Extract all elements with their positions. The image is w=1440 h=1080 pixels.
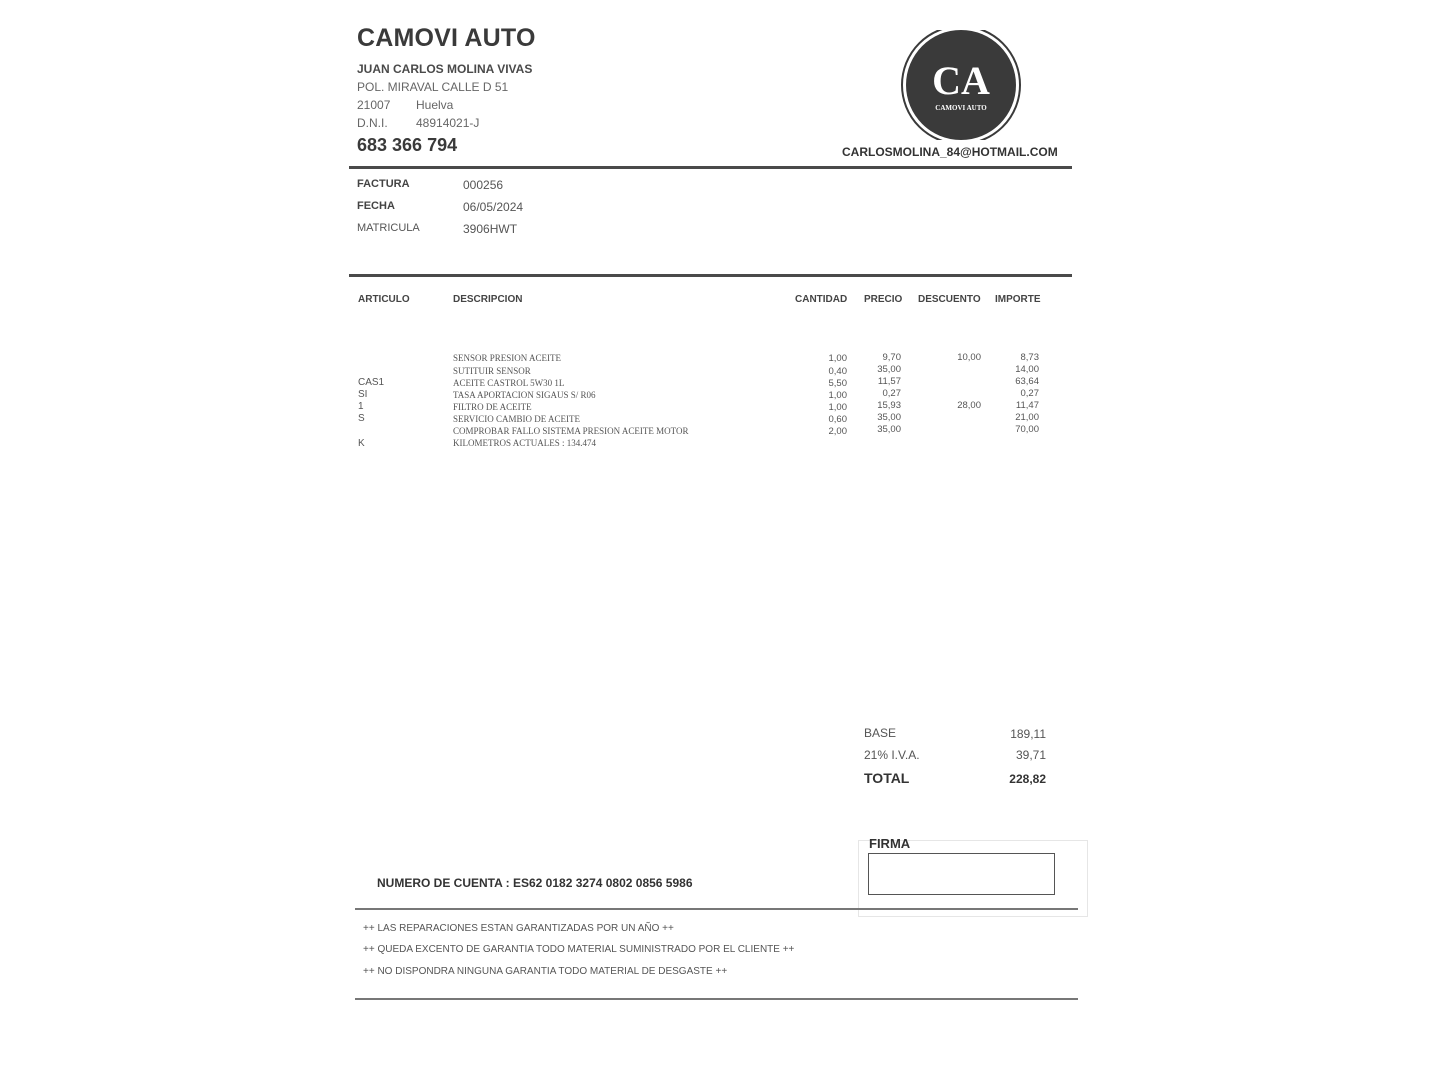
row-cantidad: 2,00 [828,426,847,437]
row-precio: 9,70 [882,352,901,363]
postal-code: 21007 [357,98,391,112]
base-value: 189,11 [1010,727,1046,741]
col-importe: IMPORTE [995,294,1041,305]
row-precio: 35,00 [877,364,901,375]
notes-top-divider [355,908,1078,910]
row-descripcion: SUTITUIR SENSOR [453,366,531,376]
row-cantidad: 1,00 [828,353,847,364]
iva-label: 21% I.V.A. [864,748,920,762]
row-importe: 70,00 [1015,424,1039,435]
base-label: BASE [864,726,897,740]
header-divider [349,166,1072,169]
meta-divider [349,274,1072,277]
factura-label: FACTURA [357,178,410,190]
city: Huelva [416,98,454,112]
address-line: POL. MIRAVAL CALLE D 51 [357,80,509,94]
dni-label: D.N.I. [357,116,388,130]
col-descripcion: DESCRIPCION [453,294,523,305]
total-value: 228,82 [1009,772,1046,786]
factura-value: 000256 [463,178,504,192]
row-cantidad: 5,50 [828,378,847,389]
row-descripcion: ACEITE CASTROL 5W30 1L [453,378,565,388]
notes-bottom-divider [355,998,1078,1000]
email: CARLOSMOLINA_84@HOTMAIL.COM [842,145,1058,159]
row-cantidad: 0,60 [828,414,847,425]
row-descripcion: KILOMETROS ACTUALES : 134.474 [453,438,597,448]
row-importe: 0,27 [1020,388,1039,399]
row-precio: 15,93 [877,400,901,411]
row-cantidad: 1,00 [828,390,847,401]
fecha-value: 06/05/2024 [463,200,524,214]
account-number: NUMERO DE CUENTA : ES62 0182 3274 0802 0856 5986 [377,876,693,890]
row-descuento: 10,00 [957,352,981,363]
row-descripcion: SERVICIO CAMBIO DE ACEITE [453,414,581,424]
owner-name: JUAN CARLOS MOLINA VIVAS [357,62,533,76]
row-precio: 11,57 [877,376,901,387]
col-cantidad: CANTIDAD [795,294,848,305]
row-precio: 0,27 [882,388,901,399]
logo-initials: CA [932,58,990,103]
firma-label: FIRMA [869,836,911,851]
row-descripcion: TASA APORTACION SIGAUS S/ R06 [453,390,596,400]
note-line: ++ LAS REPARACIONES ESTAN GARANTIZADAS POR UN AÑO ++ [363,923,674,934]
row-articulo: S [358,413,365,424]
row-articulo: 1 [358,401,364,412]
row-importe: 11,47 [1015,400,1039,411]
row-importe: 63,64 [1015,376,1039,387]
note-line: ++ NO DISPONDRA NINGUNA GARANTIA TODO MATERIAL DE DESGASTE ++ [363,966,728,977]
col-articulo: ARTICULO [358,294,410,305]
row-importe: 8,73 [1020,352,1039,363]
row-cantidad: 0,40 [828,366,847,377]
col-descuento: DESCUENTO [918,294,981,305]
row-descripcion: FILTRO DE ACEITE [453,402,532,412]
row-importe: 21,00 [1015,412,1039,423]
note-line: ++ QUEDA EXCENTO DE GARANTIA TODO MATERIAL SUMINISTRADO POR EL CLIENTE ++ [363,944,795,955]
total-label: TOTAL [864,770,910,786]
signature-box [868,853,1055,895]
row-articulo: K [358,438,365,449]
row-descripcion: COMPROBAR FALLO SISTEMA PRESION ACEITE MOTOR [453,426,689,436]
row-articulo: CAS1 [358,377,385,388]
row-cantidad: 1,00 [828,402,847,413]
row-articulo: SI [358,389,368,400]
phone-number: 683 366 794 [357,135,458,155]
matricula-value: 3906HWT [463,222,518,236]
company-name: CAMOVI AUTO [357,24,536,52]
dni-value: 48914021-J [416,116,480,130]
matricula-label: MATRICULA [357,222,420,234]
row-importe: 14,00 [1015,364,1039,375]
row-descripcion: SENSOR PRESION ACEITE [453,353,562,363]
iva-value: 39,71 [1015,748,1046,762]
logo-subtitle: CAMOVI AUTO [935,104,987,112]
row-precio: 35,00 [877,424,901,435]
row-descuento: 28,00 [957,400,981,411]
col-precio: PRECIO [864,294,903,305]
fecha-label: FECHA [357,200,395,212]
row-precio: 35,00 [877,412,901,423]
company-logo [900,30,1022,140]
